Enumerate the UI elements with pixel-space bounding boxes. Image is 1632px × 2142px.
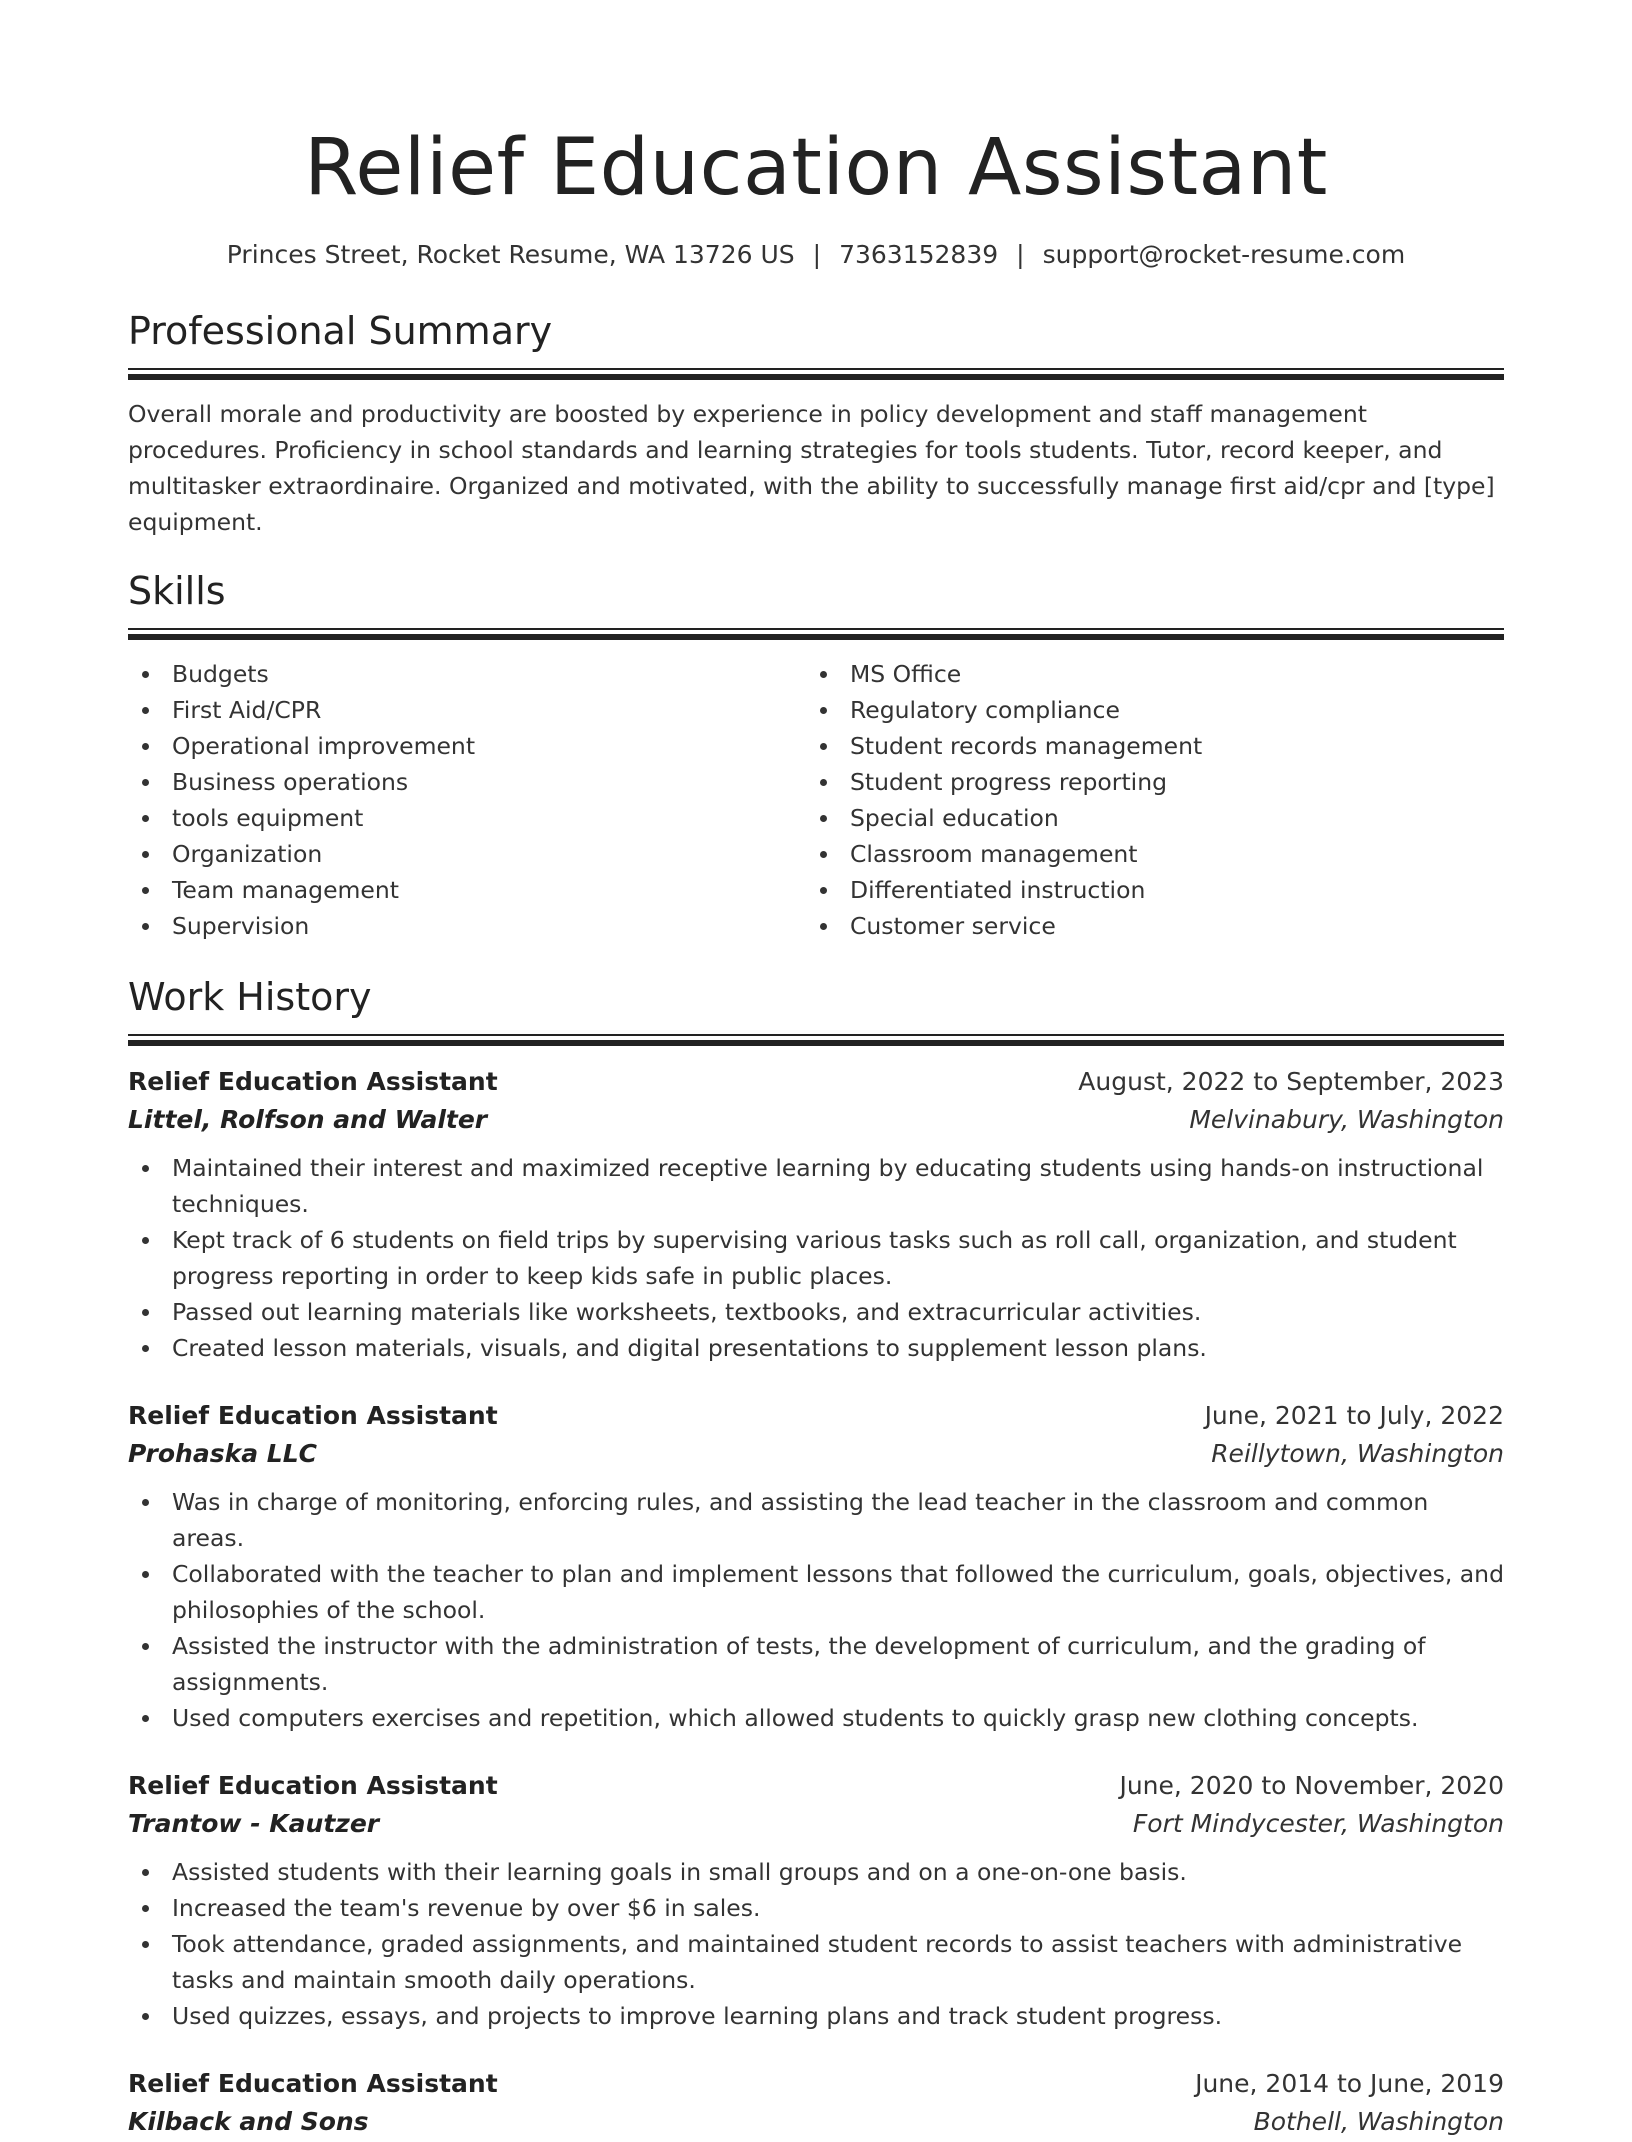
skill-item: Student progress reporting (806, 764, 1484, 800)
skill-item: Student records management (806, 728, 1484, 764)
summary-text: Overall morale and productivity are boosted by experience in policy development and staff management procedures. Proficiency in school standards and learning strategies for tools students. Tutor, record keeper, and multitasker extraordinaire. Organized and motivated, with the ability to successfully manage first aid/cpr and [type] equipment. (128, 400, 1495, 536)
section-title-skills: Skills (128, 569, 226, 613)
job-entry (128, 1398, 1504, 1736)
job-company: Trantow - Kautzer (128, 1809, 380, 1838)
section-divider (128, 628, 1504, 640)
job-bullet: Kept track of 6 students on field trips by supervising various tasks such as roll call, organization, and student progress reporting in order to keep kids safe in public places. (128, 1222, 1504, 1294)
job-location: Bothell, Washington (1253, 2107, 1504, 2136)
job-entry (128, 1064, 1504, 1366)
skill-item: First Aid/CPR (128, 692, 806, 728)
job-bullet: Passed out learning materials like worksheets, textbooks, and extracurricular activities. (128, 1294, 1504, 1330)
resume-page (128, 0, 1504, 2142)
skills-columns (128, 656, 1504, 944)
skill-item: Classroom management (806, 836, 1484, 872)
job-bullet: Maintained their interest and maximized receptive learning by educating students using hands-on instructional techniques. (128, 1150, 1504, 1222)
job-bullet: Was in charge of monitoring, enforcing rules, and assisting the lead teacher in the classroom and common areas. (128, 1484, 1504, 1556)
job-company: Prohaska LLC (128, 1439, 318, 1468)
job-subheader (128, 2102, 1504, 2142)
job-subheader (128, 1100, 1504, 1140)
skill-item: Operational improvement (128, 728, 806, 764)
job-subheader (128, 1804, 1504, 1844)
candidate-name: Relief Education Assistant (304, 123, 1328, 213)
job-title: Relief Education Assistant (128, 1771, 498, 1800)
job-bullet: Created lesson materials, visuals, and digital presentations to supplement lesson plans. (128, 1330, 1504, 1366)
job-bullet: Assisted the instructor with the administration of tests, the development of curriculum, and the grading of assignments. (128, 1628, 1504, 1700)
skill-item: tools equipment (128, 800, 806, 836)
skill-item: Team management (128, 872, 806, 908)
contact-email: support@rocket-resume.com (1042, 240, 1406, 269)
contact-separator: | (812, 240, 822, 269)
skill-item: Regulatory compliance (806, 692, 1484, 728)
section-divider (128, 368, 1504, 380)
job-bullet: Used computers exercises and repetition, which allowed students to quickly grasp new clothing concepts. (128, 1700, 1504, 1736)
contact-phone: 7363152839 (839, 240, 999, 269)
job-entry (128, 2066, 1504, 2142)
job-subheader (128, 1434, 1504, 1474)
job-title: Relief Education Assistant (128, 1401, 498, 1430)
skill-item: Customer service (806, 908, 1484, 944)
contact-address: Princes Street, Rocket Resume, WA 13726 US (226, 240, 795, 269)
job-location: Melvinabury, Washington (1189, 1105, 1504, 1134)
skill-item: Differentiated instruction (806, 872, 1484, 908)
skill-item: Business operations (128, 764, 806, 800)
skills-list-left (128, 656, 806, 944)
job-bullet: Used quizzes, essays, and projects to improve learning plans and track student progress. (128, 1998, 1504, 2034)
job-company: Kilback and Sons (128, 2107, 369, 2136)
skill-item: Special education (806, 800, 1484, 836)
job-bullet: Assisted students with their learning goals in small groups and on a one-on-one basis. (128, 1854, 1504, 1890)
job-dates: June, 2021 to July, 2022 (1204, 1401, 1504, 1430)
skill-item: Budgets (128, 656, 806, 692)
job-location: Reillytown, Washington (1211, 1439, 1504, 1468)
skill-item: Supervision (128, 908, 806, 944)
job-bullets (128, 1484, 1504, 1736)
job-entry (128, 1768, 1504, 2034)
job-bullet: Increased the team's revenue by over $6 in sales. (128, 1890, 1504, 1926)
skills-list-right (806, 656, 1484, 944)
job-title: Relief Education Assistant (128, 2069, 498, 2098)
job-bullets (128, 1854, 1504, 2034)
contact-separator: | (1016, 240, 1025, 269)
job-bullets (128, 1150, 1504, 1366)
skill-item: MS Office (806, 656, 1484, 692)
section-divider (128, 1034, 1504, 1046)
skill-item: Organization (128, 836, 806, 872)
section-title-work-history: Work History (128, 975, 372, 1019)
job-dates: August, 2022 to September, 2023 (1078, 1067, 1504, 1096)
job-header (128, 1768, 1504, 1804)
job-header (128, 2066, 1504, 2102)
contact-line (128, 238, 1504, 272)
job-header (128, 1064, 1504, 1100)
job-dates: June, 2014 to June, 2019 (1195, 2069, 1504, 2098)
section-title-summary: Professional Summary (128, 309, 553, 353)
job-bullet: Collaborated with the teacher to plan and implement lessons that followed the curriculum, goals, objectives, and philosophies of the school. (128, 1556, 1504, 1628)
job-location: Fort Mindycester, Washington (1132, 1809, 1504, 1838)
job-header (128, 1398, 1504, 1434)
job-bullet: Took attendance, graded assignments, and maintained student records to assist teachers with administrative tasks and maintain smooth daily operations. (128, 1926, 1504, 1998)
job-dates: June, 2020 to November, 2020 (1119, 1771, 1504, 1800)
job-title: Relief Education Assistant (128, 1067, 498, 1096)
job-company: Littel, Rolfson and Walter (128, 1105, 488, 1134)
